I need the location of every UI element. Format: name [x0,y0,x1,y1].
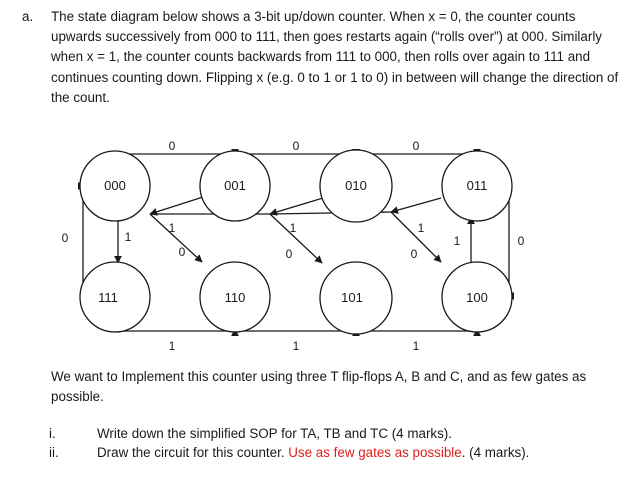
edge-label-bottom-0: 1 [168,339,176,353]
edge-label-bottom-2: 1 [412,339,420,353]
state-label-111: 111 [98,290,118,305]
edge-010-001 [270,198,323,214]
edge-label-diag-1-1: 1 [289,221,297,235]
state-label-001: 001 [224,178,246,193]
edge-label-top-1: 0 [292,139,300,153]
task-2-text [97,445,529,460]
state-label-011: 011 [466,178,488,193]
problem-marker: a. [22,9,34,24]
edge-label-diag-0-0: 0 [178,245,186,259]
task-1-text: Write down the simplified SOP for TA, TB and TC (4 marks). [97,426,452,441]
state-label-100: 100 [466,290,488,305]
edge-label-diag-0-2: 0 [410,247,418,261]
edge-label-diag-1-0: 1 [168,221,176,235]
state-label-110: 110 [224,290,246,305]
task-1-number: i. [49,426,56,441]
edge-label-diag-0-1: 0 [285,247,293,261]
edge-label-top-0: 0 [168,139,176,153]
problem-intro: The state diagram below shows a 3-bit up/down counter. When x = 0, the counter counts upwards successively from 000 to 111, then goes restarts again (“rolls over”) at 000. Similarly when x = 1, the counter counts backwards from 111 to 000, then rolls over again to 111 and continues counting down. Flipping x (e.g. 0 to 1 or 1 to 0) in between will change the direction of the count. [51,9,619,105]
edge-001-000 [150,197,203,214]
state-label-101: 101 [341,290,363,305]
edge-label-top-2: 0 [412,139,420,153]
state-label-000: 000 [104,178,126,193]
edge-label-diag-1-2: 1 [417,221,425,235]
edge-label-right-outer: 0 [517,234,525,248]
edge-011-010 [391,198,441,212]
question-text: We want to Implement this counter using three T flip-flops A, B and C, and as few gates as possible. [51,369,587,405]
edge-label-left-inner: 1 [124,230,132,244]
task-2-text-after: . (4 marks). [461,445,530,460]
edge-label-right-inner: 1 [453,234,461,248]
edge-label-bottom-1: 1 [292,339,300,353]
task-2-text-before: Draw the circuit for this counter. [97,445,289,460]
state-label-010: 010 [345,178,367,193]
edge-label-left-outer: 0 [61,231,69,245]
task-2-number: ii. [49,445,59,460]
edge-110-111 [150,214,202,262]
task-2-highlight: Use as few gates as possible [288,445,462,460]
